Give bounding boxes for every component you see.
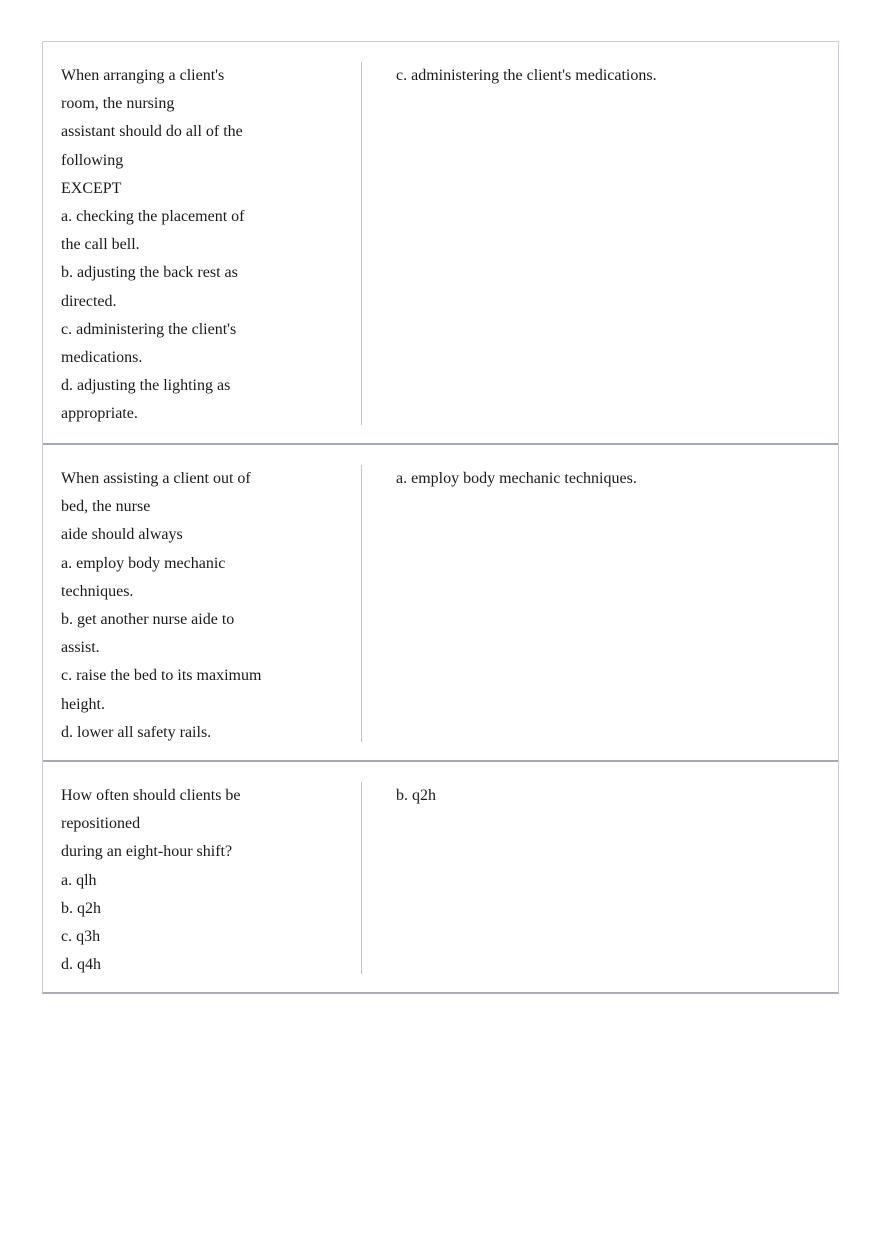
flashcard xyxy=(43,760,838,992)
flashcard-answer xyxy=(362,42,838,443)
question-line: height. xyxy=(61,695,105,713)
question-line: b. adjusting the back rest as xyxy=(61,264,238,282)
question-line: appropriate. xyxy=(61,405,138,423)
answer-text: b. q2h xyxy=(396,787,436,804)
question-line: directed. xyxy=(61,292,117,310)
question-line: assist. xyxy=(61,639,100,657)
question-line: during an eight-hour shift? xyxy=(61,843,233,861)
flashcard-answer xyxy=(362,762,838,992)
question-line: How often should clients be xyxy=(61,787,241,804)
question-line: d. lower all safety rails. xyxy=(61,723,212,741)
question-line: d. adjusting the lighting as xyxy=(61,377,231,395)
flashcard-question xyxy=(61,782,362,974)
answer-text: a. employ body mechanic techniques. xyxy=(396,470,637,487)
flashcard-list xyxy=(42,41,839,994)
question-line: When assisting a client out of xyxy=(61,470,251,487)
flashcard-question xyxy=(61,62,362,425)
question-line: the call bell. xyxy=(61,236,140,254)
question-line: a. qlh xyxy=(61,871,97,889)
question-line: aide should always xyxy=(61,526,183,544)
question-line: a. employ body mechanic xyxy=(61,554,226,572)
flashcard-answer xyxy=(362,445,838,760)
question-line: a. checking the placement of xyxy=(61,208,245,226)
question-line: b. get another nurse aide to xyxy=(61,611,235,629)
flashcard xyxy=(43,443,838,760)
question-line: d. q4h xyxy=(61,956,101,974)
question-line: assistant should do all of the xyxy=(61,123,243,141)
question-line: c. q3h xyxy=(61,928,101,946)
question-line: c. raise the bed to its maximum xyxy=(61,667,262,685)
question-line: b. q2h xyxy=(61,899,101,917)
question-line: bed, the nurse xyxy=(61,498,151,516)
question-line: medications. xyxy=(61,349,143,367)
answer-text: c. administering the client's medications. xyxy=(396,67,657,84)
question-line: When arranging a client's xyxy=(61,67,225,84)
flashcard-question xyxy=(61,465,362,742)
question-line: following xyxy=(61,151,124,169)
question-line: repositioned xyxy=(61,815,141,833)
flashcard xyxy=(43,42,838,443)
question-line: EXCEPT xyxy=(61,179,122,197)
question-line: techniques. xyxy=(61,582,134,600)
question-line: room, the nursing xyxy=(61,95,175,113)
question-line: c. administering the client's xyxy=(61,320,237,338)
